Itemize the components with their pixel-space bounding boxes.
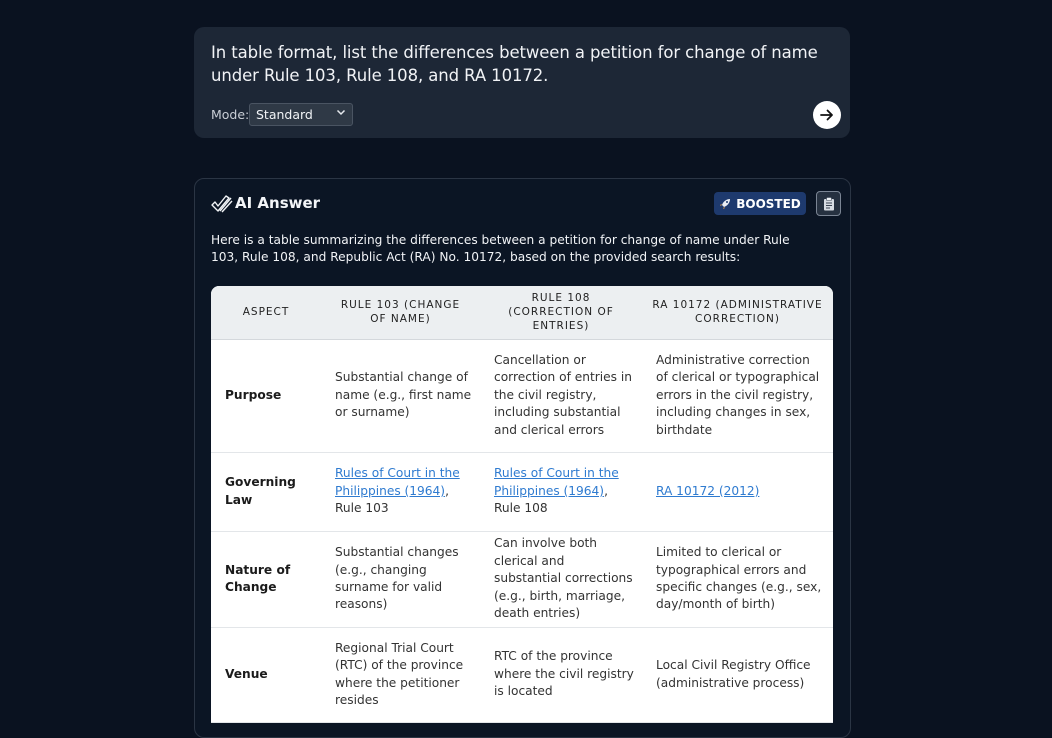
mode-label: Mode:	[211, 107, 250, 122]
cell-rule-108: RTC of the province where the civil registry is located	[480, 627, 642, 722]
cell-aspect: Venue	[211, 627, 321, 722]
cell-rule-103: Substantial changes (e.g., changing surname for valid reasons)	[321, 531, 480, 627]
cell-aspect: Nature of Change	[211, 531, 321, 627]
cell-aspect: Purpose	[211, 339, 321, 452]
rules-of-court-link[interactable]: Rules of Court in the Philippines (1964)	[494, 466, 619, 498]
chevron-down-icon	[336, 107, 346, 117]
answer-intro: Here is a table summarizing the differences between a petition for change of name under Rule 103, Rule 108, and Republic Act (RA) No. 10172, based on the provided search results:	[211, 233, 790, 264]
header-aspect: ASPECT	[211, 286, 321, 339]
mode-select-value: Standard	[256, 107, 313, 122]
boosted-badge	[714, 192, 806, 215]
header-rule-103: RULE 103 (CHANGE OF NAME)	[321, 286, 480, 339]
cell-ra-10172: Administrative correction of clerical or typographical errors in the civil registry, including changes in sex, birthdate	[642, 339, 833, 452]
cell-rule-108: Can involve both clerical and substantial corrections (e.g., birth, marriage, death entries)	[480, 531, 642, 627]
clipboard-icon	[823, 197, 835, 211]
table-header-row	[211, 286, 833, 339]
arrow-right-icon	[819, 107, 835, 123]
cell-rule-103: Substantial change of name (e.g., first name or surname)	[321, 339, 480, 452]
rocket-icon	[719, 198, 731, 210]
cell-aspect: Governing Law	[211, 452, 321, 531]
rules-of-court-link[interactable]: Rules of Court in the Philippines (1964)	[335, 466, 460, 498]
mode-select[interactable]	[249, 103, 353, 126]
ai-answer-card	[194, 178, 851, 738]
table-row	[211, 339, 833, 452]
rule-suffix: , Rule 103	[335, 483, 449, 516]
cell-rule-103: Regional Trial Court (RTC) of the province where the petitioner resides	[321, 627, 480, 722]
rule-suffix: , Rule 108	[494, 483, 608, 516]
cell-ra-10172: Local Civil Registry Office (administrative process)	[642, 627, 833, 722]
cell-rule-108	[480, 452, 642, 531]
cell-ra-10172	[642, 452, 833, 531]
copy-button[interactable]	[816, 191, 841, 216]
header-rule-108: RULE 108 (CORRECTION OF ENTRIES)	[480, 286, 642, 339]
send-button[interactable]	[813, 101, 841, 129]
comparison-table	[211, 286, 833, 723]
query-box	[194, 27, 850, 138]
table-row	[211, 531, 833, 627]
boosted-label: BOOSTED	[736, 196, 801, 211]
cell-rule-108: Cancellation or correction of entries in the civil registry, including substantial and clerical errors	[480, 339, 642, 452]
checkmarks-logo-icon	[211, 194, 233, 214]
cell-rule-103	[321, 452, 480, 531]
table-row	[211, 452, 833, 531]
header-ra-10172: RA 10172 (ADMINISTRATIVE CORRECTION)	[642, 286, 833, 339]
query-text[interactable]: In table format, list the differences between a petition for change of name under Rule 103, Rule 108, and RA 10172.	[211, 43, 818, 85]
ai-answer-title: AI Answer	[235, 194, 321, 212]
cell-ra-10172: Limited to clerical or typographical errors and specific changes (e.g., sex, day/month of birth)	[642, 531, 833, 627]
ra-10172-link[interactable]: RA 10172 (2012)	[656, 483, 760, 498]
